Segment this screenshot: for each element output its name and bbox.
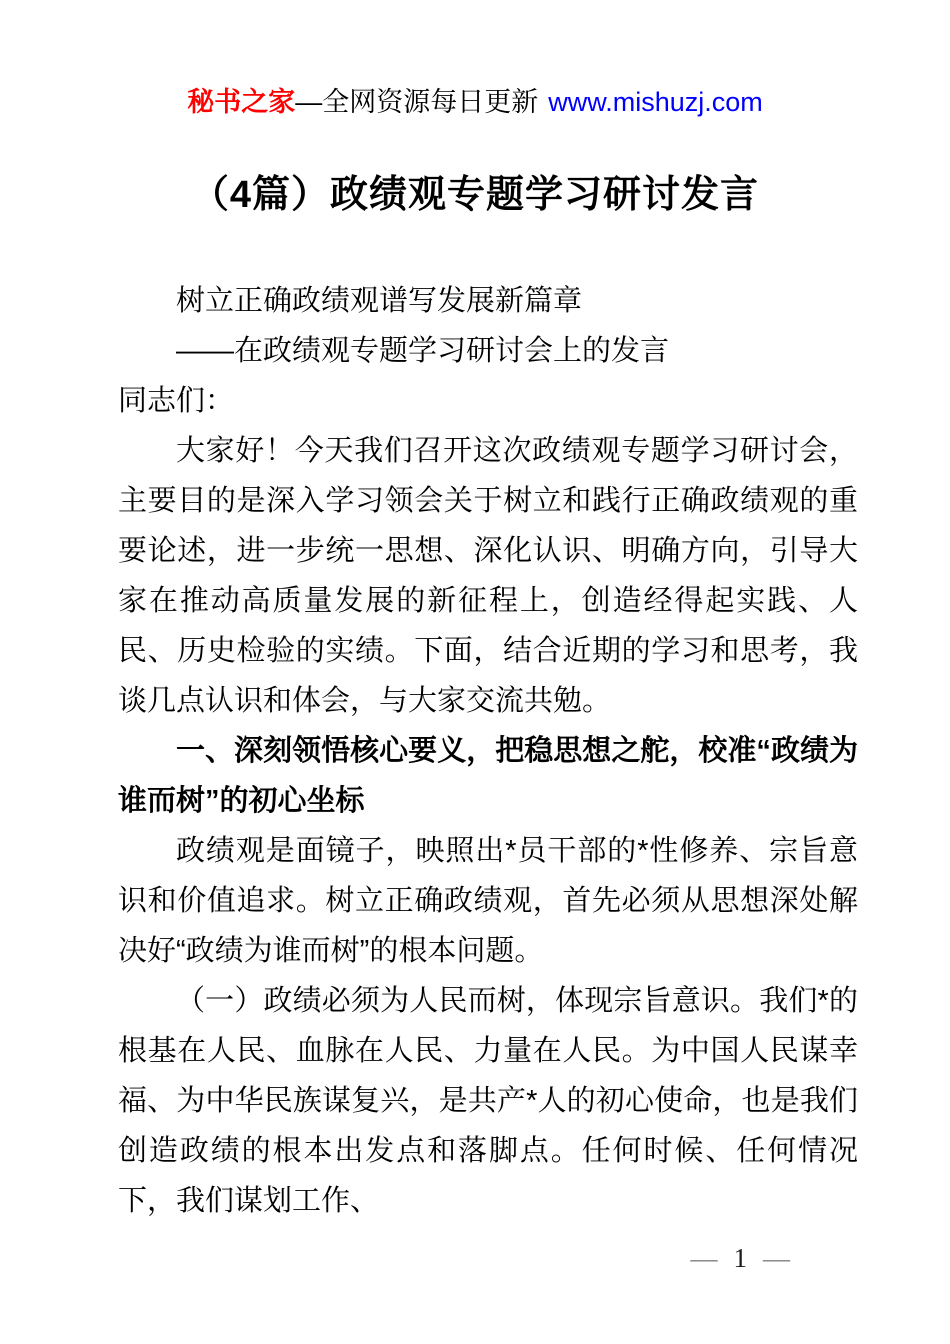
- page-number-left-dash: —: [690, 1243, 718, 1273]
- site-header: [0, 0, 950, 118]
- section-heading: 一、深刻领悟核心要义，把稳思想之舵，校准“政绩为谁而树”的初心坐标: [118, 735, 858, 818]
- body-paragraph: （一）政绩必须为人民而树，体现宗旨意识。我们*的根基在人民、血脉在人民、力量在人民。为中国人民谋幸福、为中华民族谋复兴，是共产*人的初心使命，也是我们创造政绩的根本出发点和落脚点。任何时候、任何情况下，我们谋划工作、: [118, 985, 858, 1218]
- site-url-link[interactable]: www.mishuzj.com: [548, 87, 763, 117]
- salutation: 同志们：: [118, 385, 235, 418]
- site-tagline: —全网资源每日更新: [295, 87, 539, 117]
- document-body: [118, 276, 858, 1226]
- site-brand: 秘书之家: [187, 87, 296, 117]
- document-title: （4篇）政绩观专题学习研讨发言: [190, 173, 760, 216]
- page-number-value: 1: [733, 1243, 747, 1273]
- page-number: [691, 1243, 791, 1274]
- body-paragraph: 政绩观是面镜子，映照出*员干部的*性修养、宗旨意识和价值追求。树立正确政绩观，首先必须从思想深处解决好“政绩为谁而树”的根本问题。: [118, 835, 858, 968]
- body-paragraph: 大家好！今天我们召开这次政绩观专题学习研讨会，主要目的是深入学习领会关于树立和践行正确政绩观的重要论述，进一步统一思想、深化认识、明确方向，引导大家在推动高质量发展的新征程上，创造经得起实践、人民、历史检验的实绩。下面，结合近期的学习和思考，我谈几点认识和体会，与大家交流共勉。: [118, 435, 858, 718]
- subtitle-line: ——在政绩观专题学习研讨会上的发言: [176, 335, 670, 368]
- subtitle-line: 树立正确政绩观谱写发展新篇章: [176, 285, 583, 318]
- page-number-right-dash: —: [763, 1243, 790, 1273]
